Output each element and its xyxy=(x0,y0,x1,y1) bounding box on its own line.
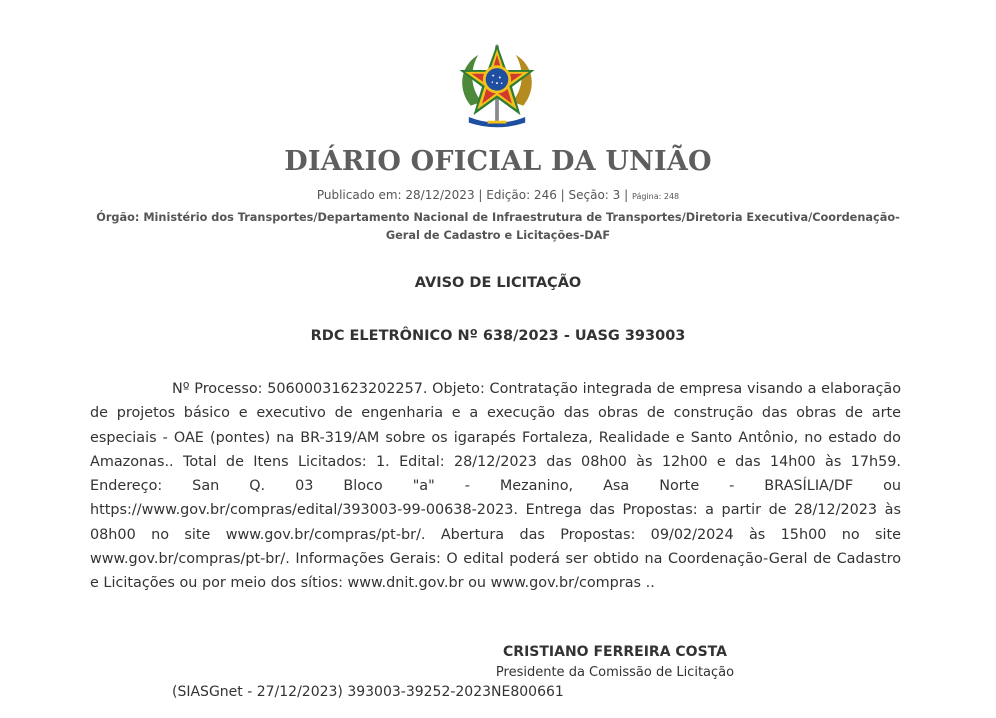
publication-info xyxy=(0,188,996,202)
signer-role: Presidente da Comissão de Licitação xyxy=(495,665,735,680)
notice-body: Nº Processo: 50600031623202257. Objeto: Contratação integrada de empresa visando a elaboração de projetos básico e executivo de engenharia e a execução das obras de construção das obras de arte especiais - OAE (pontes) na BR-319/AM sobre os igarapés Fortaleza, Realidade e Santo Antônio, no estado do Amazonas.. Total de Itens Licitados: 1. Edital: 28/12/2023 das 08h00 às 12h00 e das 14h00 às 17h59. Endereço: San Q. 03 Bloco "a" - Mezanino, Asa Norte - BRASÍLIA/DF ou https://www.gov.br/compras/edital/393003-99-00638-2023. Entrega das Propostas: a partir de 28/12/2023 às 08h00 no site www.gov.br/compras/pt-br/. Abertura das Propostas: 09/02/2024 às 15h00 no site www.gov.br/compras/pt-br/. Informações Gerais: O edital poderá ser obtido na Coordenação-Geral de Cadastro e Licitações ou por meio dos sítios: www.dnit.gov.br ou www.gov.br/compras .. xyxy=(90,381,901,592)
masthead-title: DIÁRIO OFICIAL DA UNIÃO xyxy=(284,146,712,177)
brazil-coat-of-arms-icon xyxy=(450,38,544,132)
page-number: Página: 248 xyxy=(631,192,680,201)
siasg-reference: (SIASGnet - 27/12/2023) 393003-39252-2023NE800661 xyxy=(172,684,564,700)
document-subtitle: RDC ELETRÔNICO Nº 638/2023 - UASG 393003 xyxy=(310,328,686,344)
issuing-organ: Órgão: Ministério dos Transportes/Departamento Nacional de Infraestrutura de Transportes/Diretoria Executiva/Coordenação-Geral de Cadastro e Licitações-DAF xyxy=(96,211,900,242)
document-title: AVISO DE LICITAÇÃO xyxy=(414,275,582,291)
signer-name: CRISTIANO FERREIRA COSTA xyxy=(503,644,727,660)
publication-details: Publicado em: 28/12/2023 | Edição: 246 | Seção: 3 | xyxy=(316,188,629,202)
